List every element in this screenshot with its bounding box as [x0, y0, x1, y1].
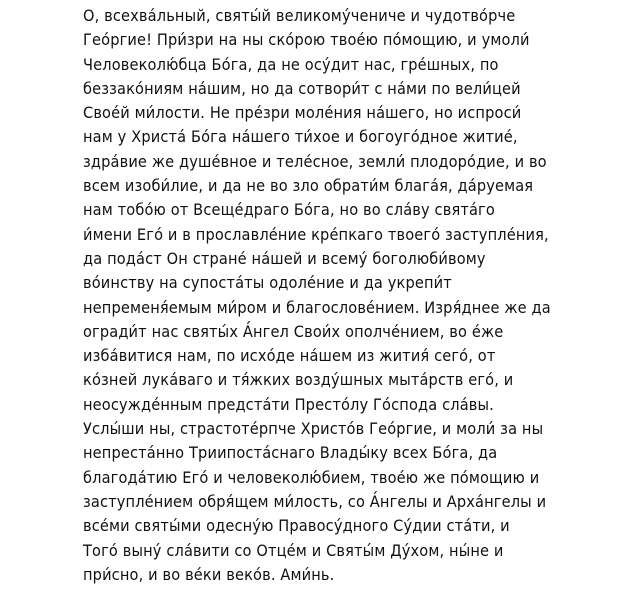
prayer-line: изба́витися нам, по исхо́де на́шем из жития́ сего́, от [83, 346, 496, 366]
prayer-line: да пода́ст Он стране́ на́шей и всему́ боголюби́вому [83, 248, 486, 268]
prayer-line: нам у Христа́ Бо́га на́шего ти́хое и богоуго́дное житие́, [83, 127, 518, 147]
prayer-line: при́сно, и во ве́ки веко́в. Ами́нь. [83, 564, 335, 584]
prayer-line: всем изоби́лие, и да не во зло обрати́м блага́я, да́руемая [83, 176, 534, 196]
prayer-line: О, всехва́льный, святы́й великому́чениче и чудотво́рче [83, 6, 516, 25]
prayer-line: Человеколю́бца Бо́га, да не осу́дит нас, гре́шных, по [83, 54, 499, 74]
prayer-line: Гео́ргие! При́зри на ны ско́рою твое́ю по́мощию, и умоли́ [83, 30, 530, 50]
prayer-line: все́ми святы́ми одесну́ю Правосу́дного Су́дии ста́ти, и [83, 516, 510, 536]
prayer-line: неосужде́нным предста́ти Престо́лу Го́спода сла́вы. [83, 394, 494, 414]
prayer-line: и́мени Его́ и в прославле́ние кре́пкаго твоего́ заступле́ния, [83, 224, 549, 244]
prayer-line: Того́ выну́ сла́вити со Отце́м и Святы́м Ду́хом, ны́не и [83, 540, 504, 560]
prayer-line: здра́вие же душе́вное и теле́сное, земли́ плодоро́дие, и во [83, 151, 547, 171]
prayer-line: заступле́нием обря́щем ми́лость, со А́нгелы и Арха́нгелы и [83, 491, 547, 511]
prayer-line: беззако́ниям на́шим, но да сотвори́т с на́ми по вели́цей [83, 78, 521, 98]
prayer-line: во́инству на супоста́ты одоле́ние и да укрепи́т [83, 273, 452, 293]
prayer-line: Услы́ши ны, страстоте́рпче Христо́в Гео́ргие, и моли́ за ны [83, 419, 544, 439]
prayer-line: непременя́емым ми́ром и благослове́нием. Изря́днее же да [83, 297, 551, 317]
prayer-line: Свое́й ми́лости. Не пре́зри моле́ния на́шего, но испроси́ [83, 103, 522, 123]
prayer-line: непреста́нно Триипоста́снаго Влады́ку всех Бо́га, да [83, 443, 498, 463]
prayer-text [83, 4, 633, 587]
prayer-line: огради́т нас святы́х А́нгел Свои́х ополче́нием, во е́же [83, 321, 504, 341]
prayer-line: ко́зней лука́ваго и тя́жких возду́шных мыта́рств его́, и [83, 370, 514, 390]
prayer-line: нам тобо́ю от Всеще́драго Бо́га, но во сла́ву свята́го [83, 200, 495, 220]
prayer-line: благода́тию Его́ и человеколю́бием, твое́ю же по́мощию и [83, 467, 540, 487]
